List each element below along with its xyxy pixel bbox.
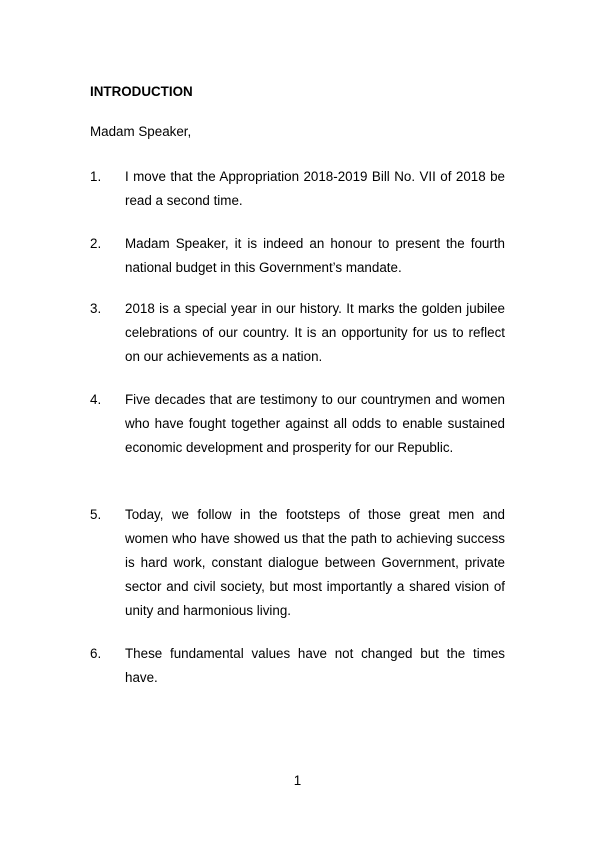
paragraph-number: 1. [90,169,102,184]
paragraph-number: 3. [90,301,102,316]
paragraph-6 [90,642,505,690]
paragraph-text: Five decades that are testimony to our countrymen and women who have fought together against all odds to enable sustained economic development and prosperity for our Republic. [125,392,505,455]
salutation: Madam Speaker, [90,124,192,139]
paragraph-5 [90,503,505,623]
paragraph-number: 5. [90,507,102,522]
paragraph-text: Today, we follow in the footsteps of those great men and women who have showed us that the path to achieving success is hard work, constant dialogue between Government, private sector and civil society, but most importantly a shared vision of unity and harmonious living. [125,507,505,618]
paragraph-text: 2018 is a special year in our history. It marks the golden jubilee celebrations of our country. It is an opportunity for us to reflect on our achievements as a nation. [125,301,505,364]
paragraph-text: I move that the Appropriation 2018-2019 Bill No. VII of 2018 be read a second time. [125,169,505,208]
paragraph-1 [90,165,505,213]
paragraph-2 [90,232,505,280]
section-heading: INTRODUCTION [90,84,193,99]
paragraph-number: 2. [90,236,102,251]
page-number: 1 [293,773,302,788]
paragraph-4 [90,388,505,460]
paragraph-text: These fundamental values have not changed but the times have. [125,646,505,685]
paragraph-text: Madam Speaker, it is indeed an honour to present the fourth national budget in this Government’s mandate. [125,236,505,275]
paragraph-3 [90,297,505,369]
paragraph-number: 6. [90,646,102,661]
paragraph-number: 4. [90,392,102,407]
